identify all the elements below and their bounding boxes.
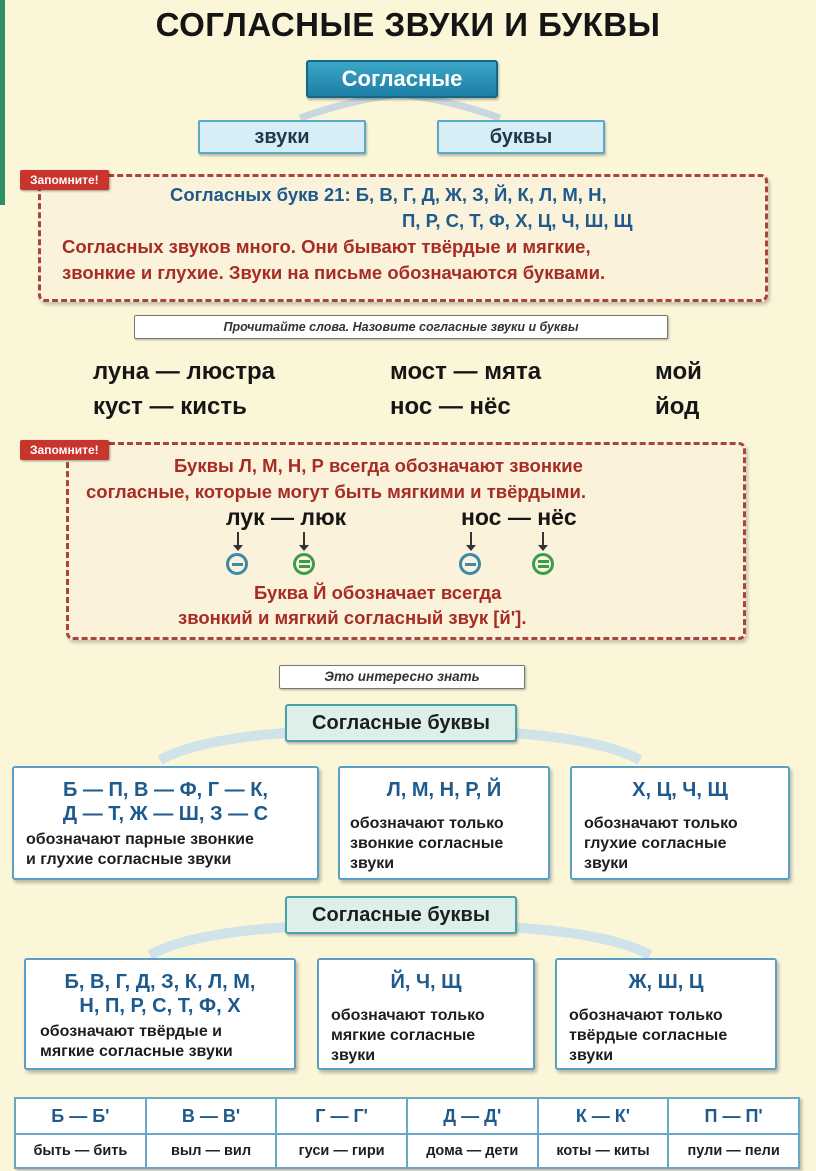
example-luk-lyuk: лук — люк <box>226 504 347 530</box>
card-letters: Й, Ч, Щ <box>390 971 462 993</box>
card-desc: мягкие согласные <box>331 1027 476 1044</box>
box1-line3: Согласных звуков много. Они бывают твёрдые и мягкие, <box>62 236 591 257</box>
word-pair-kust: куст — кисть <box>93 393 247 420</box>
card-desc: звуки <box>331 1047 376 1064</box>
arrow-down-icon <box>470 532 472 546</box>
card-desc: твёрдые согласные <box>569 1027 728 1044</box>
instruction-banner: Прочитайте слова. Назовите согласные звуки и буквы <box>134 315 668 339</box>
card-letters: Н, П, Р, С, Т, Ф, Х <box>79 995 241 1017</box>
group2-card-hard <box>555 958 777 1070</box>
card-desc: обозначают парные звонкие <box>26 831 254 848</box>
card-desc: обозначают только <box>569 1007 723 1024</box>
card-desc: звонкие согласные <box>350 835 504 852</box>
hard-soft-pairs-table <box>14 1097 800 1169</box>
group1-card-paired <box>12 766 319 880</box>
word-pair-luna: луна — люстра <box>93 358 275 385</box>
soft-sound-equals-icon <box>532 553 554 575</box>
group1-card-voiceless <box>570 766 790 880</box>
example-cell: дома — дети <box>407 1134 538 1168</box>
hard-sound-minus-icon <box>226 553 248 575</box>
card-letters: Л, М, Н, Р, Й <box>386 779 502 801</box>
card-letters: Б, В, Г, Д, З, К, Л, М, <box>64 971 256 993</box>
word-yod: йод <box>655 393 700 420</box>
interesting-banner: Это интересно знать <box>279 665 525 689</box>
arrow-down-icon <box>303 532 305 546</box>
pair-cell: К — К' <box>538 1098 669 1134</box>
example-cell: быть — бить <box>15 1134 146 1168</box>
box2-line2: согласные, которые могут быть мягкими и твёрдыми. <box>86 481 586 502</box>
group2-card-both <box>24 958 296 1070</box>
word-pair-nos: нос — нёс <box>390 393 511 420</box>
card-desc: глухие согласные <box>584 835 727 852</box>
box1-line1: Согласных букв 21: Б, В, Г, Д, Ж, З, Й, К, Л, М, Н, <box>170 184 607 205</box>
pair-cell: П — П' <box>668 1098 799 1134</box>
consonants-main-pill: Согласные <box>306 60 498 98</box>
card-desc: звуки <box>350 855 395 872</box>
card-letters: Х, Ц, Ч, Щ <box>632 779 728 801</box>
pair-cell: Б — Б' <box>15 1098 146 1134</box>
card-desc: мягкие согласные звуки <box>40 1043 233 1060</box>
page-title: СОГЛАСНЫЕ ЗВУКИ И БУКВЫ <box>155 6 661 43</box>
word-pair-most: мост — мята <box>390 358 542 385</box>
box2-line3: Буква Й обозначает всегда <box>254 582 502 603</box>
remember-label-1: Запомните! <box>20 170 109 190</box>
pair-cell: Д — Д' <box>407 1098 538 1134</box>
card-desc: звуки <box>584 855 629 872</box>
example-nos-nyos: нос — нёс <box>461 504 577 530</box>
hard-sound-minus-icon <box>459 553 481 575</box>
arrow-down-icon <box>237 532 239 546</box>
pair-cell: В — В' <box>146 1098 277 1134</box>
group2-card-soft <box>317 958 535 1070</box>
box2-line4: звонкий и мягкий согласный звук [й']. <box>178 607 527 628</box>
group2-header: Согласные буквы <box>285 896 517 934</box>
card-letters: Б — П, В — Ф, Г — К, <box>63 779 268 801</box>
box1-line2: П, Р, С, Т, Ф, Х, Ц, Ч, Ш, Щ <box>402 210 633 231</box>
card-letters: Ж, Ш, Ц <box>628 971 704 993</box>
sounds-pill: звуки <box>198 120 366 154</box>
example-cell: пули — пели <box>668 1134 799 1168</box>
letters-pill: буквы <box>437 120 605 154</box>
group1-card-voiced <box>338 766 550 880</box>
example-cell: гуси — гири <box>276 1134 407 1168</box>
card-desc: обозначают только <box>350 815 504 832</box>
card-desc: обозначают только <box>331 1007 485 1024</box>
card-desc: обозначают твёрдые и <box>40 1023 223 1040</box>
card-desc: звуки <box>569 1047 614 1064</box>
soft-sound-equals-icon <box>293 553 315 575</box>
example-cell: выл — вил <box>146 1134 277 1168</box>
arrow-down-icon <box>542 532 544 546</box>
card-desc: обозначают только <box>584 815 738 832</box>
pair-cell: Г — Г' <box>276 1098 407 1134</box>
example-cell: коты — киты <box>538 1134 669 1168</box>
word-moy: мой <box>655 358 702 385</box>
card-letters: Д — Т, Ж — Ш, З — С <box>62 803 269 825</box>
card-desc: и глухие согласные звуки <box>26 851 232 868</box>
group1-header: Согласные буквы <box>285 704 517 742</box>
box2-line1: Буквы Л, М, Н, Р всегда обозначают звонкие <box>174 455 583 476</box>
remember-label-2: Запомните! <box>20 440 109 460</box>
box1-line4: звонкие и глухие. Звуки на письме обозначаются буквами. <box>62 262 606 283</box>
